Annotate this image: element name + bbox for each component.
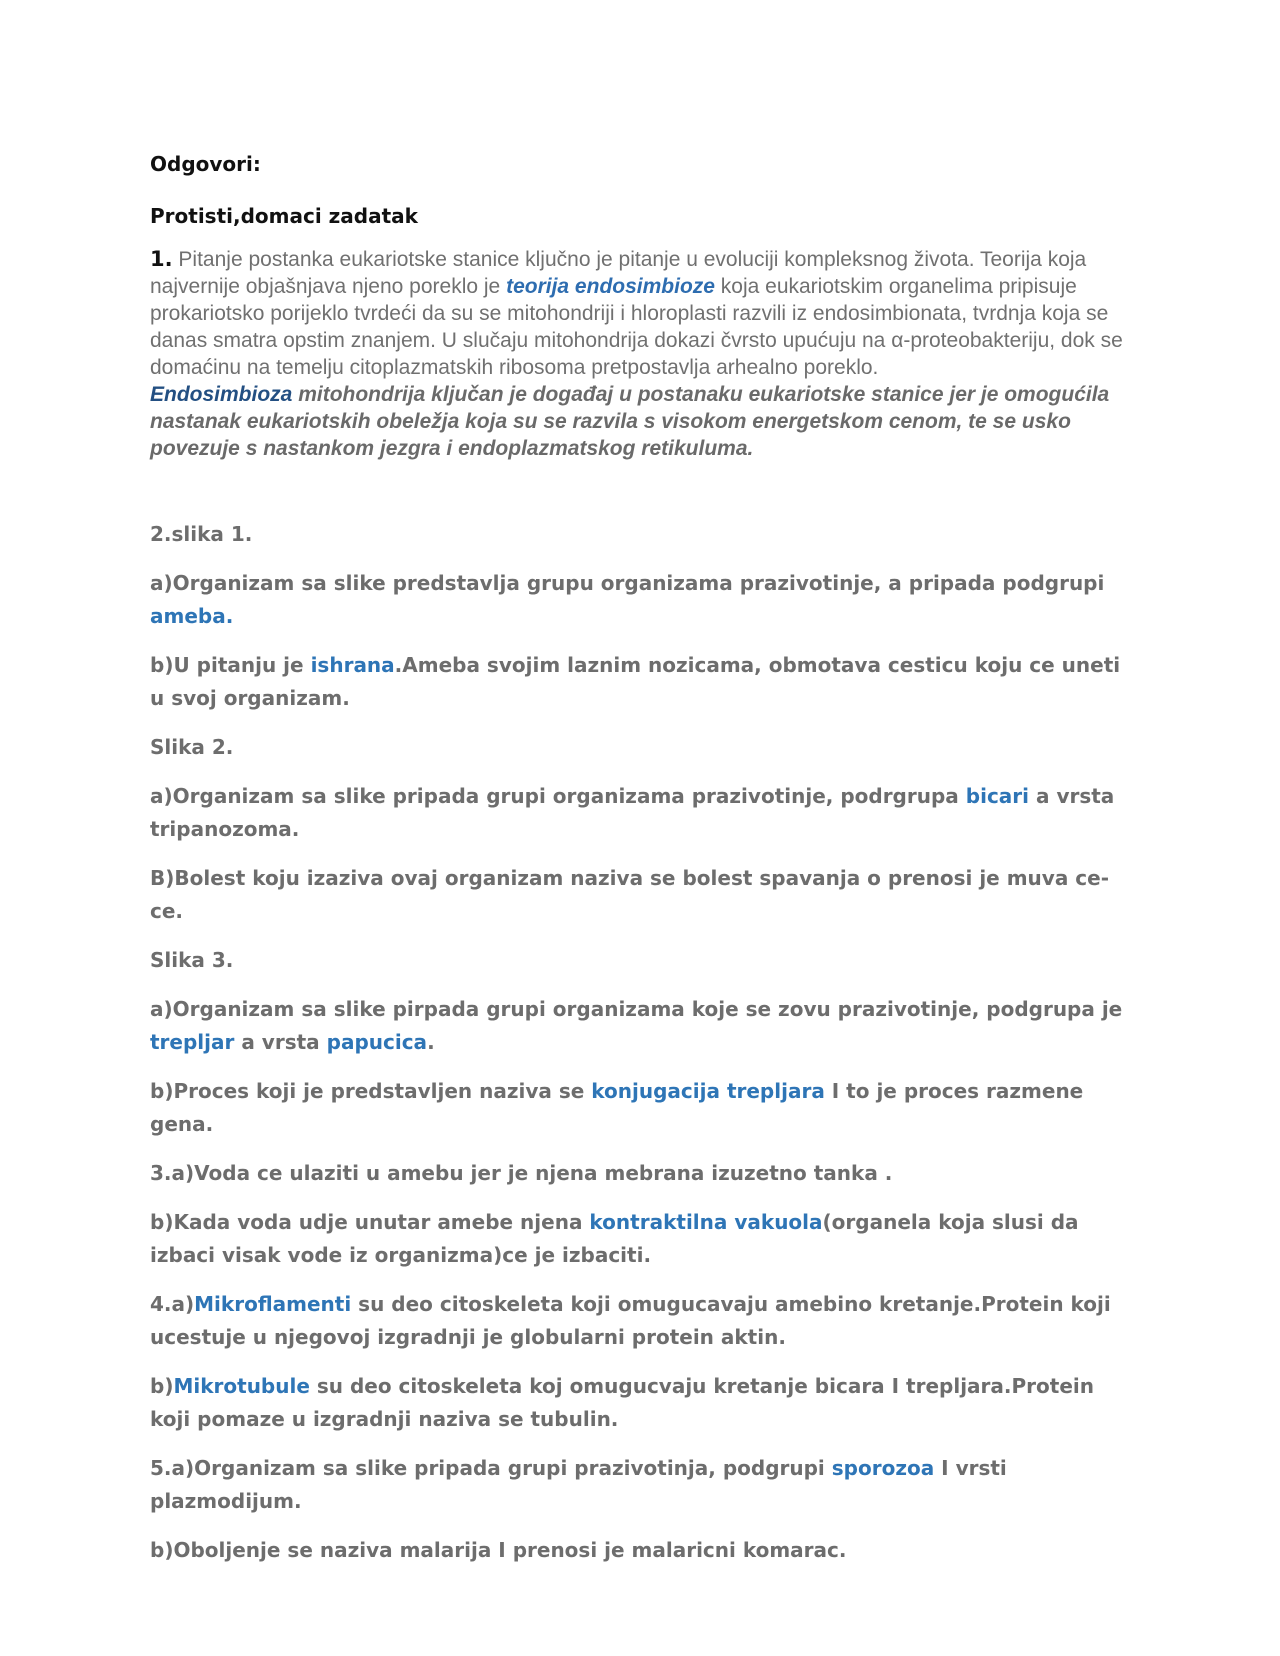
answer-5a-highlight: sporozoa — [831, 1456, 935, 1480]
answer-3b-text-b: (organela koja slusi da izbaci visak vode iz organizma)ce je izbaciti. — [150, 1210, 1079, 1267]
answer-1-term: teorija endosimbioze — [506, 275, 715, 298]
answer-1-text-c: mitohondrija ključan je događaj u postanaku eukariotske stanice jer je omogućila nastanak eukariotskih obeležja koja su se razvila s visokom energetskom cenom, te se usko povezuje s nastankom jezgra i endoplazmatskog retikuluma. — [150, 383, 1110, 460]
answer-4a-highlight: Mikroflamenti — [194, 1292, 352, 1316]
answer-3b — [150, 1206, 1140, 1272]
answer-5a-text-b: I vrsti plazmodijum. — [150, 1456, 1007, 1513]
slika-3b — [150, 1075, 1140, 1141]
answer-4a-text-b: su deo citoskeleta koji omugucavaju amebino kretanje.Protein koji ucestuje u njegovoj izgradnji je globularni protein aktin. — [150, 1292, 1111, 1349]
answer-2-title: 2.slika 1. — [150, 522, 253, 546]
answer-5a-text-a: 5.a)Organizam sa slike pripada grupi prazivotinja, podgrupi — [150, 1456, 832, 1480]
answer-2b-highlight: ishrana — [310, 653, 395, 677]
answer-2b-text-a: b)U pitanju je — [150, 653, 311, 677]
answer-2a — [150, 567, 1140, 633]
slika-3b-highlight: konjugacija trepljara — [591, 1079, 825, 1103]
answer-2b-text-b: .Ameba svojim laznim nozicama, obmotava cesticu koju ce uneti u svoj organizam. — [150, 653, 1121, 710]
answer-4a-text-a: 4.a) — [150, 1292, 195, 1316]
answer-3b-highlight: kontraktilna vakuola — [589, 1210, 823, 1234]
answer-3a: 3.a)Voda ce ulaziti u amebu jer je njena mebrana izuzetno tanka . — [150, 1161, 893, 1185]
slika-3b-text-a: b)Proces koji je predstavljen naziva se — [150, 1079, 592, 1103]
answer-4b-text-b: su deo citoskeleta koj omugucvaju kretanje bicara I trepljara.Protein koji pomaze u izgradnji naziva se tubulin. — [150, 1374, 1094, 1431]
answer-2a-text: a)Organizam sa slike predstavlja grupu organizama prazivotinje, a pripada podgrupi — [150, 571, 1105, 595]
slika-2a-text-a: a)Organizam sa slike pripada grupi organizama prazivotinje, podrgrupa — [150, 784, 966, 808]
answers-section — [150, 518, 1140, 1567]
answer-4b — [150, 1370, 1140, 1436]
slika-2a-highlight: bicari — [965, 784, 1030, 808]
slika-2-title: Slika 2. — [150, 735, 234, 759]
slika-3a-highlight-2: papucica — [326, 1030, 428, 1054]
document-page — [150, 150, 1140, 1583]
answer-1-term2: Endosimbioza — [150, 383, 293, 406]
answer-5b: b)Oboljenje se naziva malarija I prenosi je malaricni komarac. — [150, 1538, 847, 1562]
heading: Odgovori: — [150, 152, 261, 176]
slika-2a — [150, 780, 1140, 846]
answer-1-text-b: koja eukariotskim organelima pripisuje prokariotsko porijeklo tvrdeći da su se mitohondriji i hloroplasti razvili iz endosimbionata, tvrdnja koja se danas smatra opstim znanjem. U slučaju mitohondrija dokazi čvrsto upućuju na α-proteobakteriju, dok se domaćinu na temelju citoplazmatskih ribosoma pretpostavlja arhealno poreklo. — [150, 275, 1123, 379]
slika-3b-text-b: I to je proces razmene gena. — [150, 1079, 1084, 1136]
slika-2b: B)Bolest koju izaziva ovaj organizam naziva se bolest spavanja o prenosi je muva ce-ce. — [150, 866, 1109, 923]
slika-3a-text-c: . — [427, 1030, 435, 1054]
slika-3a — [150, 993, 1140, 1059]
answer-4b-highlight: Mikrotubule — [173, 1374, 310, 1398]
slika-3a-text-a: a)Organizam sa slike pirpada grupi organizama koje se zovu prazivotinje, podgrupa je — [150, 997, 1123, 1021]
slika-3-title: Slika 3. — [150, 948, 234, 972]
answer-4a — [150, 1288, 1140, 1354]
subheading: Protisti,domaci zadatak — [150, 204, 418, 228]
answer-1-text-a: Pitanje postanka eukariotske stanice ključno je pitanje u evoluciji kompleksnog života. Teorija koja najvernije objašnjava njeno poreklo je — [150, 248, 1087, 298]
answer-1-number: 1. — [150, 247, 173, 271]
slika-3a-text-b: a vrsta — [234, 1030, 327, 1054]
slika-2a-text-b: a vrsta tripanozoma. — [150, 784, 1115, 841]
answer-3b-text-a: b)Kada voda udje unutar amebe njena — [150, 1210, 590, 1234]
answer-2b — [150, 649, 1140, 715]
answer-2a-highlight: ameba. — [150, 604, 234, 628]
slika-3a-highlight-1: trepljar — [150, 1030, 235, 1054]
answer-1-paragraph — [150, 246, 1140, 462]
answer-5a — [150, 1452, 1140, 1518]
answer-4b-text-a: b) — [150, 1374, 174, 1398]
